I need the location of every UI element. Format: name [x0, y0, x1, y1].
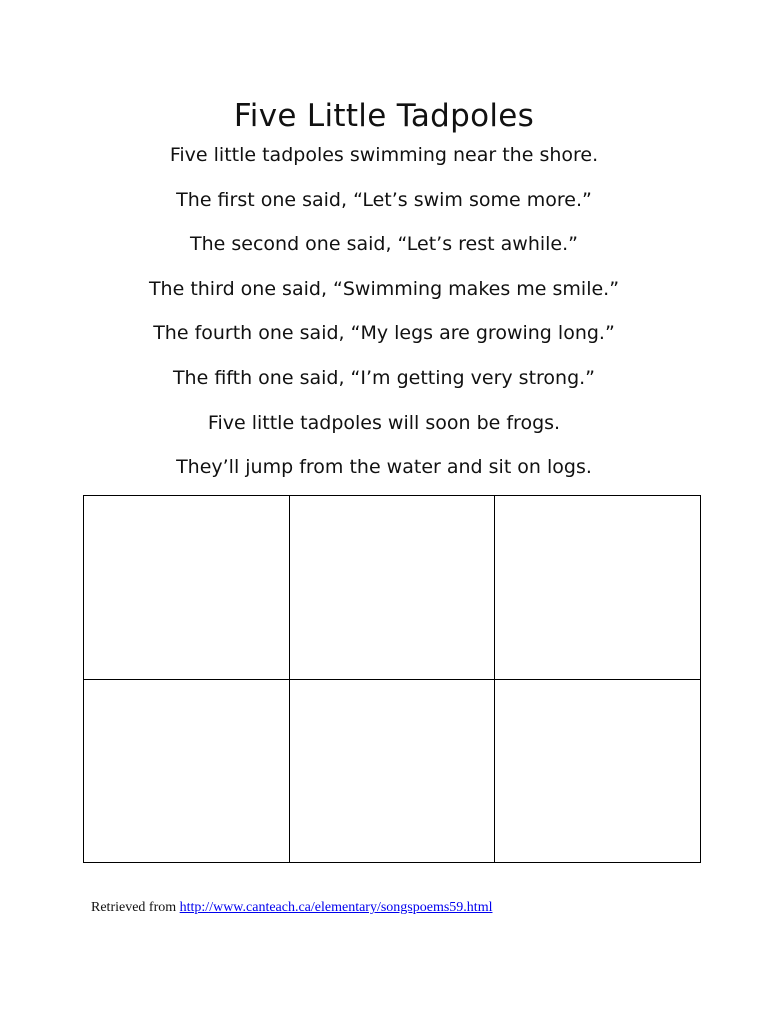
- drawing-box: [289, 496, 495, 680]
- drawing-box: [289, 679, 495, 863]
- drawing-box: [495, 496, 701, 680]
- poem-line: The fourth one said, “My legs are growing long.”: [153, 322, 615, 345]
- source-link[interactable]: http://www.canteach.ca/elementary/songspoems59.html: [179, 900, 493, 915]
- poem-line: Five little tadpoles will soon be frogs.: [207, 411, 561, 434]
- citation-prefix: Retrieved from: [91, 900, 177, 915]
- source-citation: [91, 899, 492, 917]
- drawing-grid: [83, 495, 701, 863]
- poem-line: They’ll jump from the water and sit on logs.: [176, 456, 592, 479]
- poem: [0, 139, 768, 496]
- poem-line: The third one said, “Swimming makes me smile.”: [148, 277, 620, 300]
- grid-row: [84, 679, 701, 863]
- page-title: Five Little Tadpoles: [233, 98, 535, 134]
- poem-line: The first one said, “Let’s swim some more.”: [176, 188, 592, 211]
- poem-line: The second one said, “Let’s rest awhile.”: [190, 233, 578, 256]
- drawing-box: [84, 679, 290, 863]
- drawing-box: [84, 496, 290, 680]
- poem-line: The fifth one said, “I’m getting very strong.”: [172, 366, 596, 389]
- drawing-box: [495, 679, 701, 863]
- poem-line: Five little tadpoles swimming near the shore.: [169, 144, 599, 166]
- grid-row: [84, 496, 701, 680]
